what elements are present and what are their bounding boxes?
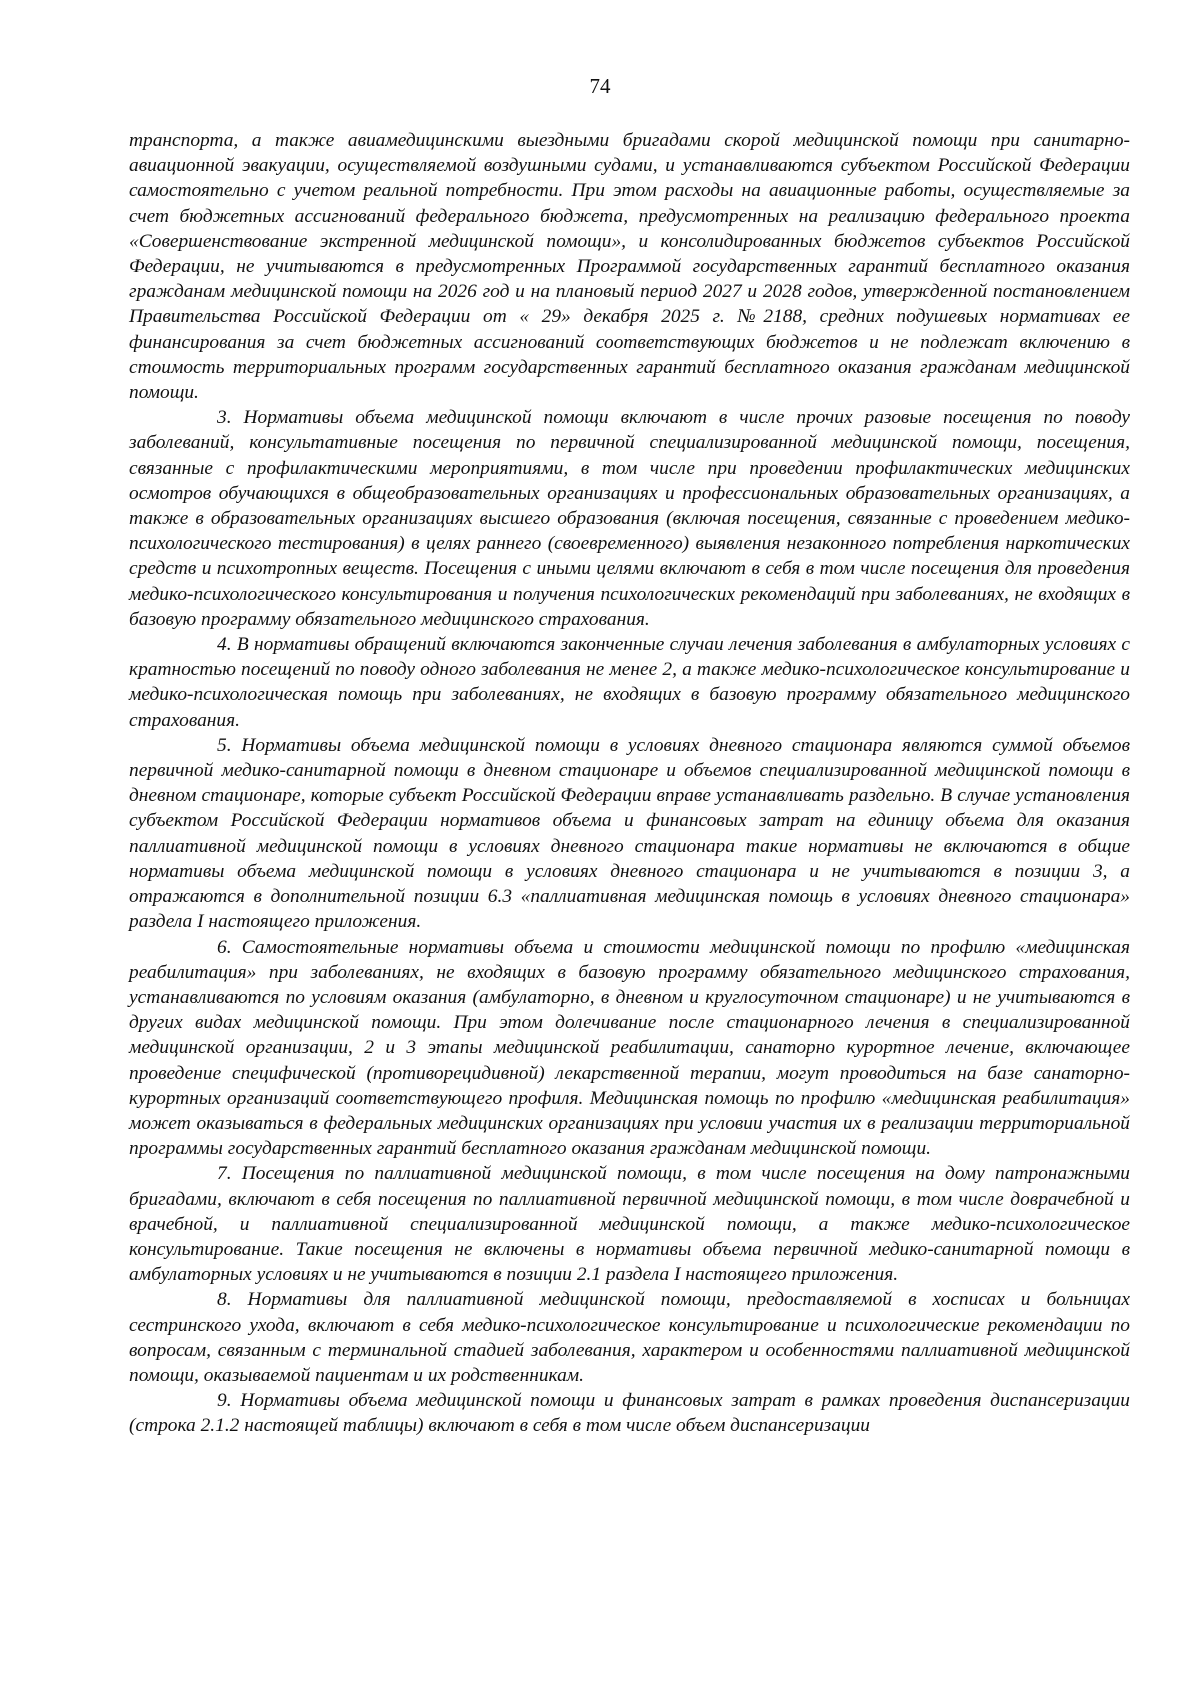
paragraph-item-3: 3. Нормативы объема медицинской помощи включают в числе прочих разовые посещения по поводу заболеваний, консультативные посещения по первичной специализированной медицинской помощи, посещения, связанные с профилактическими мероприятиями, в том числе при проведении профилактических медицинских осмотров обучающихся в общеобразовательных организациях и профессиональных образовательных организациях, а также в образовательных организациях высшего образования (включая посещения, связанные с проведением медико-психологического тестирования) в целях раннего (своевременного) выявления незаконного потребления наркотических средств и психотропных веществ. Посещения с иными целями включают в себя в том числе посещения для проведения медико-психологического консультирования и получения психологических рекомендаций при заболеваниях, не входящих в базовую программу обязательного медицинского страхования. — [129, 407, 1130, 630]
paragraph-item-4: 4. В нормативы обращений включаются законченные случаи лечения заболевания в амбулаторных условиях с кратностью посещений по поводу одного заболевания не менее 2, а также медико-психологическое консультирование и медико-психологическая помощь при заболеваниях, не входящих в базовую программу обязательного медицинского страхования. — [129, 634, 1130, 731]
paragraph-item-9: 9. Нормативы объема медицинской помощи и финансовых затрат в рамках проведения диспансеризации (строка 2.1.2 настоящей таблицы) включают в себя в том числе объем диспансеризации — [129, 1390, 1130, 1437]
page-number: 74 — [589, 74, 611, 98]
paragraph-item-5: 5. Нормативы объема медицинской помощи в условиях дневного стационара являются суммой объемов первичной медико-санитарной помощи в дневном стационаре и объемов специализированной медицинской помощи в дневном стационаре, которые субъект Российской Федерации вправе устанавливать раздельно. В случае установления субъектом Российской Федерации нормативов объема и финансовых затрат на единицу объема для оказания паллиативной медицинской помощи в условиях дневного стационара такие нормативы не включаются в общие нормативы объема медицинской помощи в условиях дневного стационара и не учитываются в позиции 3, а отражаются в дополнительной позиции 6.3 «паллиативная медицинская помощь в условиях дневного стационара» раздела I настоящего приложения. — [129, 734, 1130, 933]
paragraph-item-8: 8. Нормативы для паллиативной медицинской помощи, предоставляемой в хосписах и больницах сестринского ухода, включают в себя медико-психологическое консультирование и психологические рекомендации по вопросам, связанным с терминальной стадией заболевания, характером и особенностями паллиативной медицинской помощи, оказываемой пациентам и их родственникам. — [129, 1289, 1130, 1386]
document-body — [129, 128, 1130, 1439]
paragraph-continuation: транспорта, а также авиамедицинскими выездными бригадами скорой медицинской помощи при санитарно-авиационной эвакуации, осуществляемой воздушными судами, и устанавливаются субъектом Российской Федерации самостоятельно с учетом реальной потребности. При этом расходы на авиационные работы, осуществляемые за счет бюджетных ассигнований федерального бюджета, предусмотренных на реализацию федерального проекта «Совершенствование экстренной медицинской помощи», и консолидированных бюджетов субъектов Российской Федерации, не учитываются в предусмотренных Программой государственных гарантий бесплатного оказания гражданам медицинской помощи на 2026 год и на плановый период 2027 и 2028 годов, утвержденной постановлением Правительства Российской Федерации от « 29» декабря 2025 г. №2188, средних подушевых нормативах ее финансирования за счет бюджетных ассигнований соответствующих бюджетов и не подлежат включению в стоимость территориальных программ государственных гарантий бесплатного оказания гражданам медицинской помощи. — [129, 130, 1130, 404]
paragraph-item-7: 7. Посещения по паллиативной медицинской помощи, в том числе посещения на дому патронажными бригадами, включают в себя посещения по паллиативной первичной медицинской помощи, в том числе доврачебной и врачебной, и паллиативной специализированной медицинской помощи, а также медико-психологическое консультирование. Такие посещения не включены в нормативы объема первичной медико-санитарной помощи в амбулаторных условиях и не учитываются в позиции 2.1 раздела I настоящего приложения. — [129, 1163, 1130, 1286]
paragraph-item-6: 6. Самостоятельные нормативы объема и стоимости медицинской помощи по профилю «медицинская реабилитация» при заболеваниях, не входящих в базовую программу обязательного медицинского страхования, устанавливаются по условиям оказания (амбулаторно, в дневном и круглосуточном стационаре) и не учитываются в других видах медицинской помощи. При этом долечивание после стационарного лечения в специализированной медицинской организации, 2 и 3 этапы медицинской реабилитации, санаторно курортное лечение, включающее проведение специфической (противорецидивной) лекарственной терапии, могут проводиться на базе санаторно-курортных организаций соответствующего профиля. Медицинская помощь по профилю «медицинская реабилитация» может оказываться в федеральных медицинских организациях при условии участия их в реализации территориальной программы государственных гарантий бесплатного оказания гражданам медицинской помощи. — [129, 936, 1130, 1160]
